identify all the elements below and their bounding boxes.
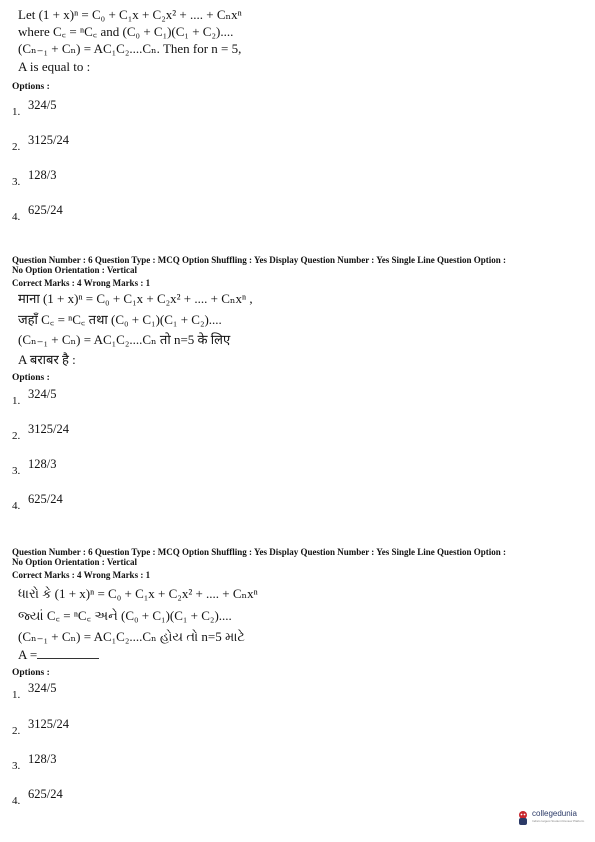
q1-line-1: Let (1 + x)ⁿ = C₀ + C₁x + C₂x² + .... + Cₙxⁿ xyxy=(18,7,242,22)
q2-line-4: A बराबर है : xyxy=(18,352,76,367)
mascot-icon xyxy=(516,810,530,826)
option-number: 2. xyxy=(12,430,21,442)
q3-line-4-text: A = xyxy=(18,647,38,662)
option-number: 1. xyxy=(12,689,21,701)
option-number: 1. xyxy=(12,106,21,118)
q1-line-4: A is equal to : xyxy=(18,59,91,74)
option-number: 2. xyxy=(12,725,21,737)
q1-line-2: where C꜀ = ⁿC꜀ and (C₀ + C₁)(C₁ + C₂).... xyxy=(18,24,234,39)
q3-meta-line-1: Question Number : 6 Question Type : MCQ Option Shuffling : Yes Display Question Number : Yes Single Line Question Option : xyxy=(12,547,506,557)
q2-line-2: जहाँ C꜀ = ⁿC꜀ तथा (C₀ + C₁)(C₁ + C₂).... xyxy=(18,312,222,327)
q2-meta-line-1: Question Number : 6 Question Type : MCQ Option Shuffling : Yes Display Question Number : Yes Single Line Question Option : xyxy=(12,255,506,265)
q2-line-1: माना (1 + x)ⁿ = C₀ + C₁x + C₂x² + .... + Cₙxⁿ , xyxy=(18,291,253,306)
q2-options-label: Options : xyxy=(12,373,50,383)
option-text: 128/3 xyxy=(28,457,57,471)
answer-blank xyxy=(37,650,99,659)
q1-line-3: (Cₙ₋₁ + Cₙ) = AC₁C₂....Cₙ. Then for n = 5, xyxy=(18,41,242,56)
option-text: 324/5 xyxy=(28,98,57,112)
option-number: 4. xyxy=(12,211,21,223)
option-number: 3. xyxy=(12,465,21,477)
q2-line-3: (Cₙ₋₁ + Cₙ) = AC₁C₂....Cₙ तो n=5 के लिए xyxy=(18,332,231,347)
option-text: 3125/24 xyxy=(28,133,69,147)
q3-line-2: જ્યાં C꜀ = ⁿC꜀ અને (C₀ + C₁)(C₁ + C₂).... xyxy=(18,608,232,623)
q1-options-label: Options : xyxy=(12,82,50,92)
option-text: 625/24 xyxy=(28,203,63,217)
q3-line-1: ધારો કે (1 + x)ⁿ = C₀ + C₁x + C₂x² + .... + Cₙxⁿ xyxy=(18,586,258,601)
q3-options-label: Options : xyxy=(12,668,50,678)
option-text: 128/3 xyxy=(28,168,57,182)
option-text: 625/24 xyxy=(28,787,63,801)
q2-marks: Correct Marks : 4 Wrong Marks : 1 xyxy=(12,278,151,288)
option-text: 128/3 xyxy=(28,752,57,766)
option-number: 3. xyxy=(12,760,21,772)
q3-meta-line-2: No Option Orientation : Vertical xyxy=(12,557,137,567)
option-number: 4. xyxy=(12,500,21,512)
option-number: 3. xyxy=(12,176,21,188)
q2-meta-line-2: No Option Orientation : Vertical xyxy=(12,265,137,275)
option-text: 324/5 xyxy=(28,387,57,401)
option-text: 3125/24 xyxy=(28,717,69,731)
logo-tagline: India's largest Student Review Platform xyxy=(532,819,585,823)
option-number: 4. xyxy=(12,795,21,807)
collegedunia-logo xyxy=(516,808,588,828)
option-number: 1. xyxy=(12,395,21,407)
option-text: 625/24 xyxy=(28,492,63,506)
option-text: 324/5 xyxy=(28,681,57,695)
option-number: 2. xyxy=(12,141,21,153)
q3-line-4 xyxy=(18,648,99,662)
q3-marks: Correct Marks : 4 Wrong Marks : 1 xyxy=(12,570,151,580)
q3-line-3: (Cₙ₋₁ + Cₙ) = AC₁C₂....Cₙ હોય તો n=5 માટે xyxy=(18,629,245,644)
option-text: 3125/24 xyxy=(28,422,69,436)
logo-name: collegedunia xyxy=(532,809,577,818)
